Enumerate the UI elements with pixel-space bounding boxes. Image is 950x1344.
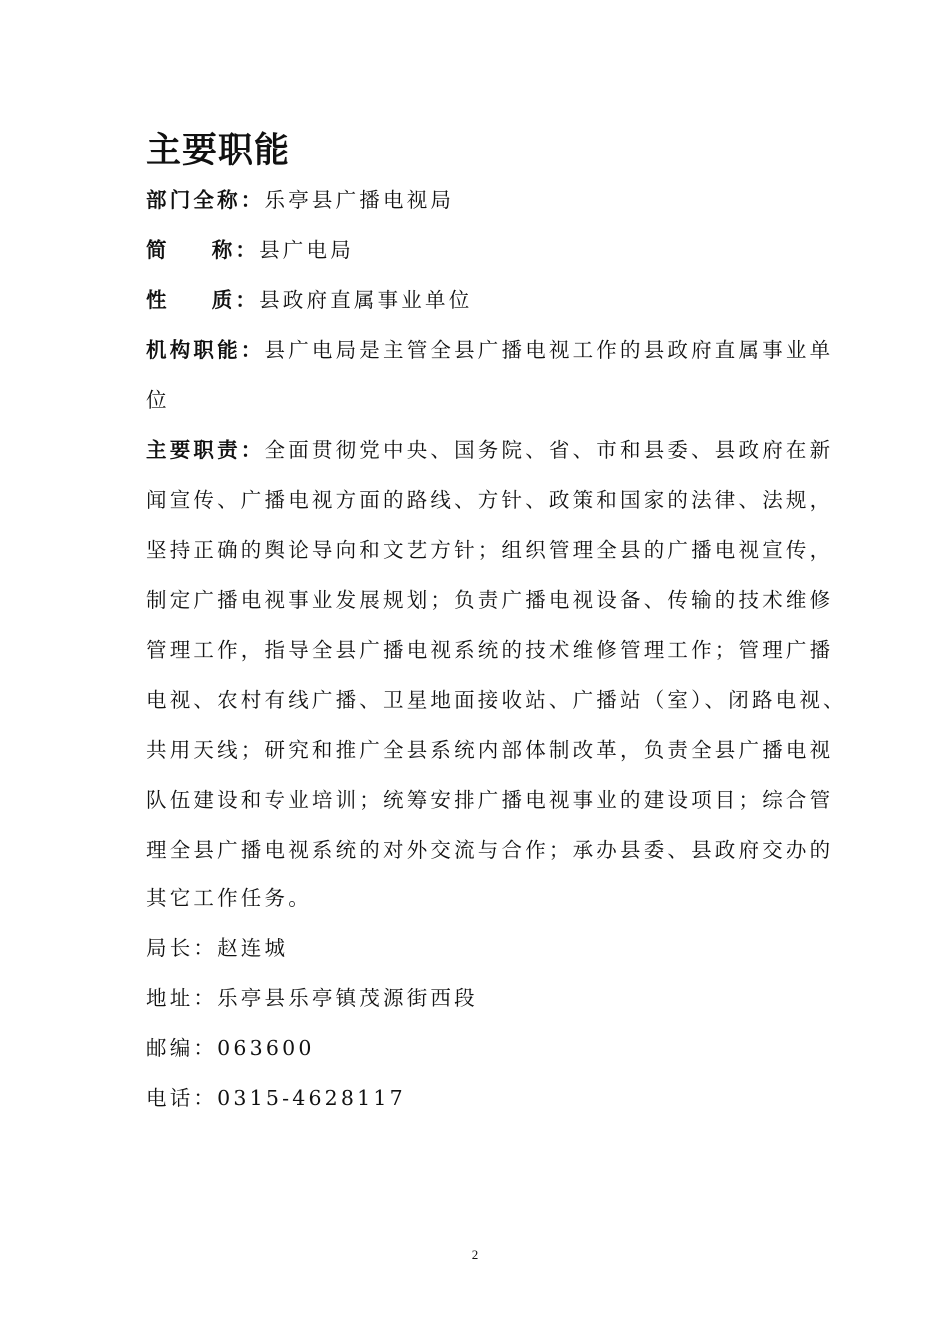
page-number: 2: [471, 1247, 479, 1262]
institutional-function-line: 位: [146, 388, 170, 412]
main-duties-line: 队伍建设和专业培训；统筹安排广播电视事业的建设项目；综合管: [146, 788, 834, 812]
page-title: 主要职能: [146, 130, 291, 171]
main-duties-line: 电视、农村有线广播、卫星地面接收站、广播站（室）、闭路电视、: [146, 688, 847, 712]
short-name-label: 简 称：: [146, 238, 260, 262]
nature-value: 县政府直属事业单位: [259, 288, 473, 312]
main-duties-line: 全面贯彻党中央、国务院、省、市和县委、县政府在新: [264, 438, 834, 462]
main-duties-row: [146, 436, 833, 464]
dept-full-name-value: 乐亭县广播电视局: [264, 188, 455, 212]
main-duties-line: 理全县广播电视系统的对外交流与合作；承办县委、县政府交办的: [146, 838, 834, 862]
phone-line: 电话：0315-4628117: [146, 1086, 406, 1110]
director-line: 局长：赵连城: [146, 936, 289, 960]
dept-full-name-label: 部门全称：: [146, 188, 265, 212]
nature-row: [146, 286, 472, 314]
institutional-function-line: 县广电局是主管全县广播电视工作的县政府直属事业单: [264, 338, 834, 362]
main-duties-line: 坚持正确的舆论导向和文艺方针；组织管理全县的广播电视宣传，: [146, 538, 834, 562]
institutional-function-row: [146, 336, 833, 364]
short-name-value: 县广电局: [259, 238, 354, 262]
main-duties-line: 其它工作任务。: [146, 886, 312, 910]
institutional-function-label: 机构职能：: [146, 338, 265, 362]
main-duties-label: 主要职责：: [146, 438, 265, 462]
dept-full-name-row: [146, 186, 454, 214]
address-line: 地址：乐亭县乐亭镇茂源街西段: [146, 986, 478, 1010]
nature-label: 性 质：: [146, 288, 260, 312]
postcode-line: 邮编：063600: [146, 1036, 315, 1060]
main-duties-line: 共用天线；研究和推广全县系统内部体制改革，负责全县广播电视: [146, 738, 834, 762]
main-duties-line: 管理工作，指导全县广播电视系统的技术维修管理工作；管理广播: [146, 638, 834, 662]
main-duties-line: 闻宣传、广播电视方面的路线、方针、政策和国家的法律、法规，: [146, 488, 834, 512]
main-duties-line: 制定广播电视事业发展规划；负责广播电视设备、传输的技术维修: [146, 588, 834, 612]
short-name-row: [146, 236, 354, 264]
